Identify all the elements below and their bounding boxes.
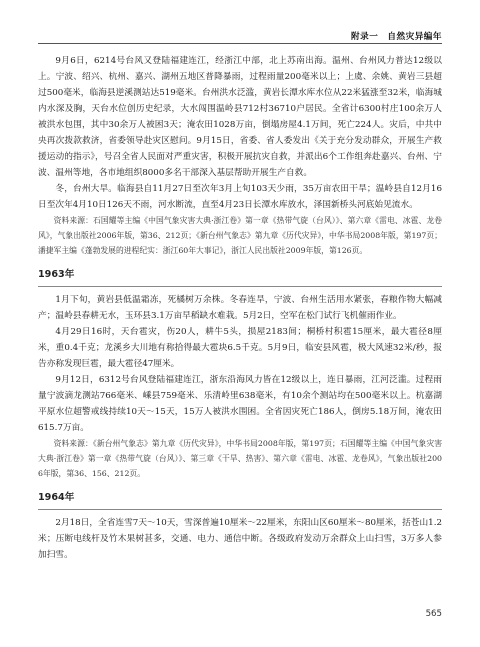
- running-header: 附录一 自然灾异编年: [351, 32, 442, 42]
- page-number: 565: [425, 609, 442, 619]
- source-note-1962: 资料来源：石国耀等主编《中国气象灾害大典·浙江卷》第一章《热带气旋（台风）》、第六章《雷电、冰雹、龙卷风》，气象出版社2006年版，第36、212页；《新台州气象志》第九章《历代灾异》，中华书局2008年版，第197页；潘捷军主编《蓬勃发展的进程纪实：浙江60年大事记》，浙江人民出版社2009年版，第126页。: [38, 216, 442, 255]
- paragraph-1962-sep-typhoon: 9月6日，6214号台风又登陆福建连江，经浙江中部，北上苏南出海。温州、台州风力普达12级以上。宁波、绍兴、杭州、嘉兴、湖州五地区普降暴雨，过程雨量200毫米以上；上虞、余姚、黄岩三县超过500毫米，临海县逆溪测站达519毫米。台州洪水泛滥，黄岩长潭水库水位从22米猛涨至32米，临海城内水深及胸，天台水位创历史纪录，大水闯围温岭县712村36710户居民。全省计6300村庄100余万人被洪水包围，其中30余万人被困3天；淹农田1028万亩，倒塌房屋4.1万间，死亡224人。灾后，中共中央再次拨款救济，省委领导赴灾区慰问。9月15日，省委、省人委发出《关于充分发动群众，开展生产救援运动的指示》，号召全省人民面对严重灾害，积极开展抗灾自救，并派出6个工作组奔赴嘉兴、台州、宁波、温州等地，各市地组织8000多名干部深入基层帮助开展生产自救。: [38, 56, 442, 178]
- paragraph-1963-frost: 1月下旬，黄岩县低温霜冻，死橘树万余株。冬春连旱，宁波、台州生活用水紧张，春粮作物大幅减产；温岭县春耕无水，玉环县3.1万亩早稻缺水难栽。5月2日，空军在松门试行飞机催雨作业。: [38, 295, 442, 321]
- year-heading-1963: 1963年: [38, 269, 75, 280]
- paragraph-1964-snow: 2月18日，全省连雪7天～10天，雪深普遍10厘米～22厘米，东阳山区60厘米～80厘米，括苍山1.2米；压断电线杆及竹木果树甚多，交通、电力、通信中断。各级政府发动万余群众上山扫雪，3万多人参加扫雪。: [38, 518, 442, 560]
- paragraph-1963-typhoon: 9月12日，6312号台风登陆福建连江，浙东沿海风力皆在12级以上，连日暴雨，江河泛滥。过程雨量宁波滴龙测站766毫米、嵊县759毫米、乐清岭里638毫米，有10余个测站均在500毫米以上。杭嘉湖平原水位超警戒线持续10天～15天，15万人被洪水围困。全省因灾死亡186人，倒房5.18万间，淹农田615.7万亩。: [38, 375, 442, 433]
- year-heading-1964: 1964年: [38, 492, 75, 503]
- header-divider: [38, 43, 442, 44]
- paragraph-1962-winter-drought: 冬，台州大旱。临海县自11月27日至次年3月上旬103天少雨，35万亩农田干旱；温岭县自12月16日至次年4月10日126天不雨，河水断流，直至4月23日长潭水库放水，泽国新桥头河底始见流水。: [38, 184, 442, 210]
- source-note-1963: 资料来源：《新台州气象志》第九章《历代灾异》，中华书局2008年版，第197页；石国耀等主编《中国气象灾害大典·浙江卷》第一章《热带气旋（台风）》、第三章《干旱、热害》、第六章《雷电、冰雹、龙卷风》，气象出版社2006年版，第36、156、212页。: [38, 439, 442, 478]
- page-body: [38, 53, 442, 563]
- paragraph-1963-hail: 4月29日16时，天台雹灾，伤20人，耕牛5头，损屋2183间；桐桥村积雹15厘米，最大雹径8厘米，重0.4千克；龙溪乡大川地有称拾得最大雹块6.5千克。5月9日，临安县风雹，极大风速32米/秒，报告亦称发现巨雹，最大雹径47厘米。: [38, 327, 442, 369]
